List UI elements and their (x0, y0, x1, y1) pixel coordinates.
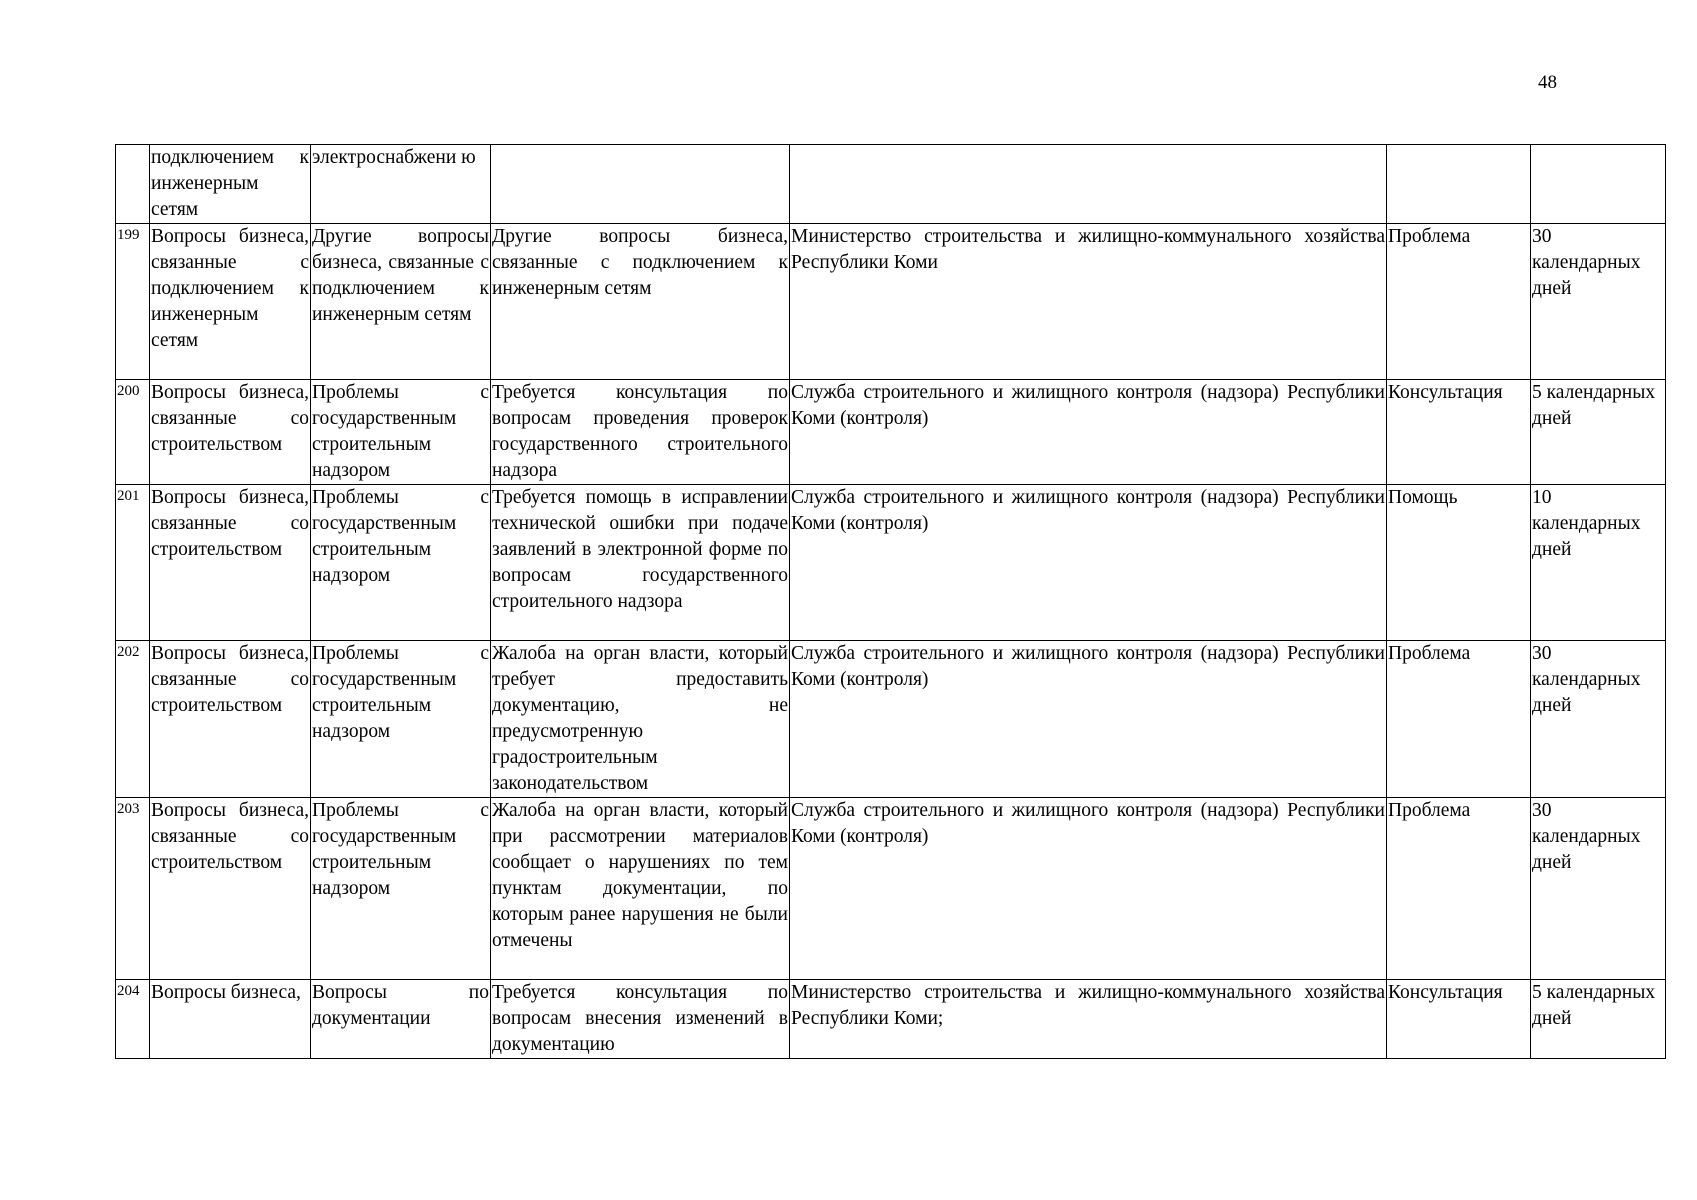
category-text: Вопросы бизнеса, (151, 982, 301, 1003)
subcategory-text: Вопросы по документации (312, 982, 489, 1029)
subcategory-text: Проблемы с государственным строительным надзором (312, 487, 489, 586)
type-text: Помощь (1388, 487, 1458, 508)
category-text: Вопросы бизнеса, связанные со строительством (151, 382, 309, 455)
deadline-cell (1531, 485, 1666, 641)
type-text: Консультация (1388, 982, 1503, 1003)
type-text: Консультация (1388, 382, 1503, 403)
category-text: Вопросы бизнеса, связанные со строительством (151, 487, 309, 560)
deadline-cell (1531, 980, 1666, 1059)
description-text: Требуется консультация по вопросам внесения изменений в документацию (492, 982, 788, 1055)
description-cell (491, 485, 790, 641)
table-row (116, 224, 1666, 380)
page-number: 48 (1538, 72, 1557, 93)
description-text: Жалоба на орган власти, который требует предоставить документацию, не предусмотренную градостроительным законодательством (492, 643, 788, 794)
authority-text: Служба строительного и жилищного контроля (надзора) Республики Коми (контроля) (791, 643, 1385, 690)
category-text: Вопросы бизнеса, связанные со строительством (151, 643, 309, 716)
category-text: Вопросы бизнеса, связанные со строительством (151, 800, 309, 873)
category-text: подключением к инженерным сетям (151, 147, 309, 220)
row-number: 200 (116, 380, 150, 485)
deadline-text: 10 календарных дней (1532, 487, 1646, 560)
table-row (116, 380, 1666, 485)
category-cell (150, 145, 311, 224)
row-number: 203 (116, 798, 150, 980)
category-text: Вопросы бизнеса, связанные с подключением к инженерным сетям (151, 226, 309, 351)
subcategory-cell (311, 380, 491, 485)
subcategory-text: Проблемы с государственным строительным надзором (312, 800, 489, 899)
subcategory-cell (311, 485, 491, 641)
type-cell (1387, 798, 1531, 980)
table-row (116, 641, 1666, 798)
subcategory-text: Проблемы с государственным строительным надзором (312, 643, 489, 742)
subcategory-text: Проблемы с государственным строительным надзором (312, 382, 489, 481)
category-cell (150, 980, 311, 1059)
subcategory-text: Другие вопросы бизнеса, связанные с подключением к инженерным сетям (312, 226, 489, 325)
description-text: Другие вопросы бизнеса, связанные с подключением к инженерным сетям (492, 226, 788, 299)
category-cell (150, 380, 311, 485)
deadline-text: 30 календарных дней (1532, 226, 1646, 299)
description-cell (491, 380, 790, 485)
type-cell (1387, 145, 1531, 224)
deadline-cell (1531, 380, 1666, 485)
description-text: Требуется помощь в исправлении технической ошибки при подаче заявлений в электронной форме по вопросам государственного строительного надзора (492, 487, 788, 612)
table-row (116, 798, 1666, 980)
category-cell (150, 224, 311, 380)
table-row (116, 980, 1666, 1059)
category-cell (150, 641, 311, 798)
type-cell (1387, 485, 1531, 641)
description-cell (491, 145, 790, 224)
subcategory-cell (311, 641, 491, 798)
deadline-text: 30 календарных дней (1532, 643, 1646, 716)
subcategory-cell (311, 980, 491, 1059)
deadline-cell (1531, 641, 1666, 798)
description-cell (491, 641, 790, 798)
authority-cell (790, 641, 1387, 798)
description-text: Жалоба на орган власти, который при рассмотрении материалов сообщает о нарушениях по тем пунктам документации, по которым ранее нарушения не были отмечены (492, 800, 788, 951)
deadline-cell (1531, 224, 1666, 380)
description-cell (491, 224, 790, 380)
type-cell (1387, 380, 1531, 485)
type-cell (1387, 224, 1531, 380)
subcategory-text: электроснабжени ю (312, 147, 476, 168)
row-number (116, 145, 150, 224)
deadline-text: 5 календарных дней (1532, 382, 1660, 429)
description-text: Требуется консультация по вопросам проведения проверок государственного строительного надзора (492, 382, 788, 481)
deadline-cell (1531, 798, 1666, 980)
type-text: Проблема (1388, 226, 1471, 247)
row-number: 202 (116, 641, 150, 798)
row-number: 204 (116, 980, 150, 1059)
authority-text: Служба строительного и жилищного контроля (надзора) Республики Коми (контроля) (791, 382, 1385, 429)
deadline-cell (1531, 145, 1666, 224)
description-cell (491, 980, 790, 1059)
type-cell (1387, 641, 1531, 798)
row-number: 199 (116, 224, 150, 380)
category-cell (150, 485, 311, 641)
authority-text: Министерство строительства и жилищно-коммунального хозяйства Республики Коми (791, 226, 1385, 273)
authority-cell (790, 380, 1387, 485)
deadline-text: 30 календарных дней (1532, 800, 1646, 873)
description-cell (491, 798, 790, 980)
document-table (115, 144, 1666, 1059)
row-number: 201 (116, 485, 150, 641)
authority-cell (790, 224, 1387, 380)
authority-text: Служба строительного и жилищного контроля (надзора) Республики Коми (контроля) (791, 800, 1385, 847)
category-cell (150, 798, 311, 980)
authority-text: Служба строительного и жилищного контроля (надзора) Республики Коми (контроля) (791, 487, 1385, 534)
subcategory-cell (311, 145, 491, 224)
deadline-text: 5 календарных дней (1532, 982, 1660, 1029)
type-text: Проблема (1388, 800, 1471, 821)
authority-cell (790, 145, 1387, 224)
authority-cell (790, 798, 1387, 980)
subcategory-cell (311, 224, 491, 380)
table-row (116, 485, 1666, 641)
subcategory-cell (311, 798, 491, 980)
type-text: Проблема (1388, 643, 1471, 664)
authority-text: Министерство строительства и жилищно-коммунального хозяйства Республики Коми; (791, 982, 1385, 1029)
authority-cell (790, 980, 1387, 1059)
table-row (116, 145, 1666, 224)
type-cell (1387, 980, 1531, 1059)
authority-cell (790, 485, 1387, 641)
